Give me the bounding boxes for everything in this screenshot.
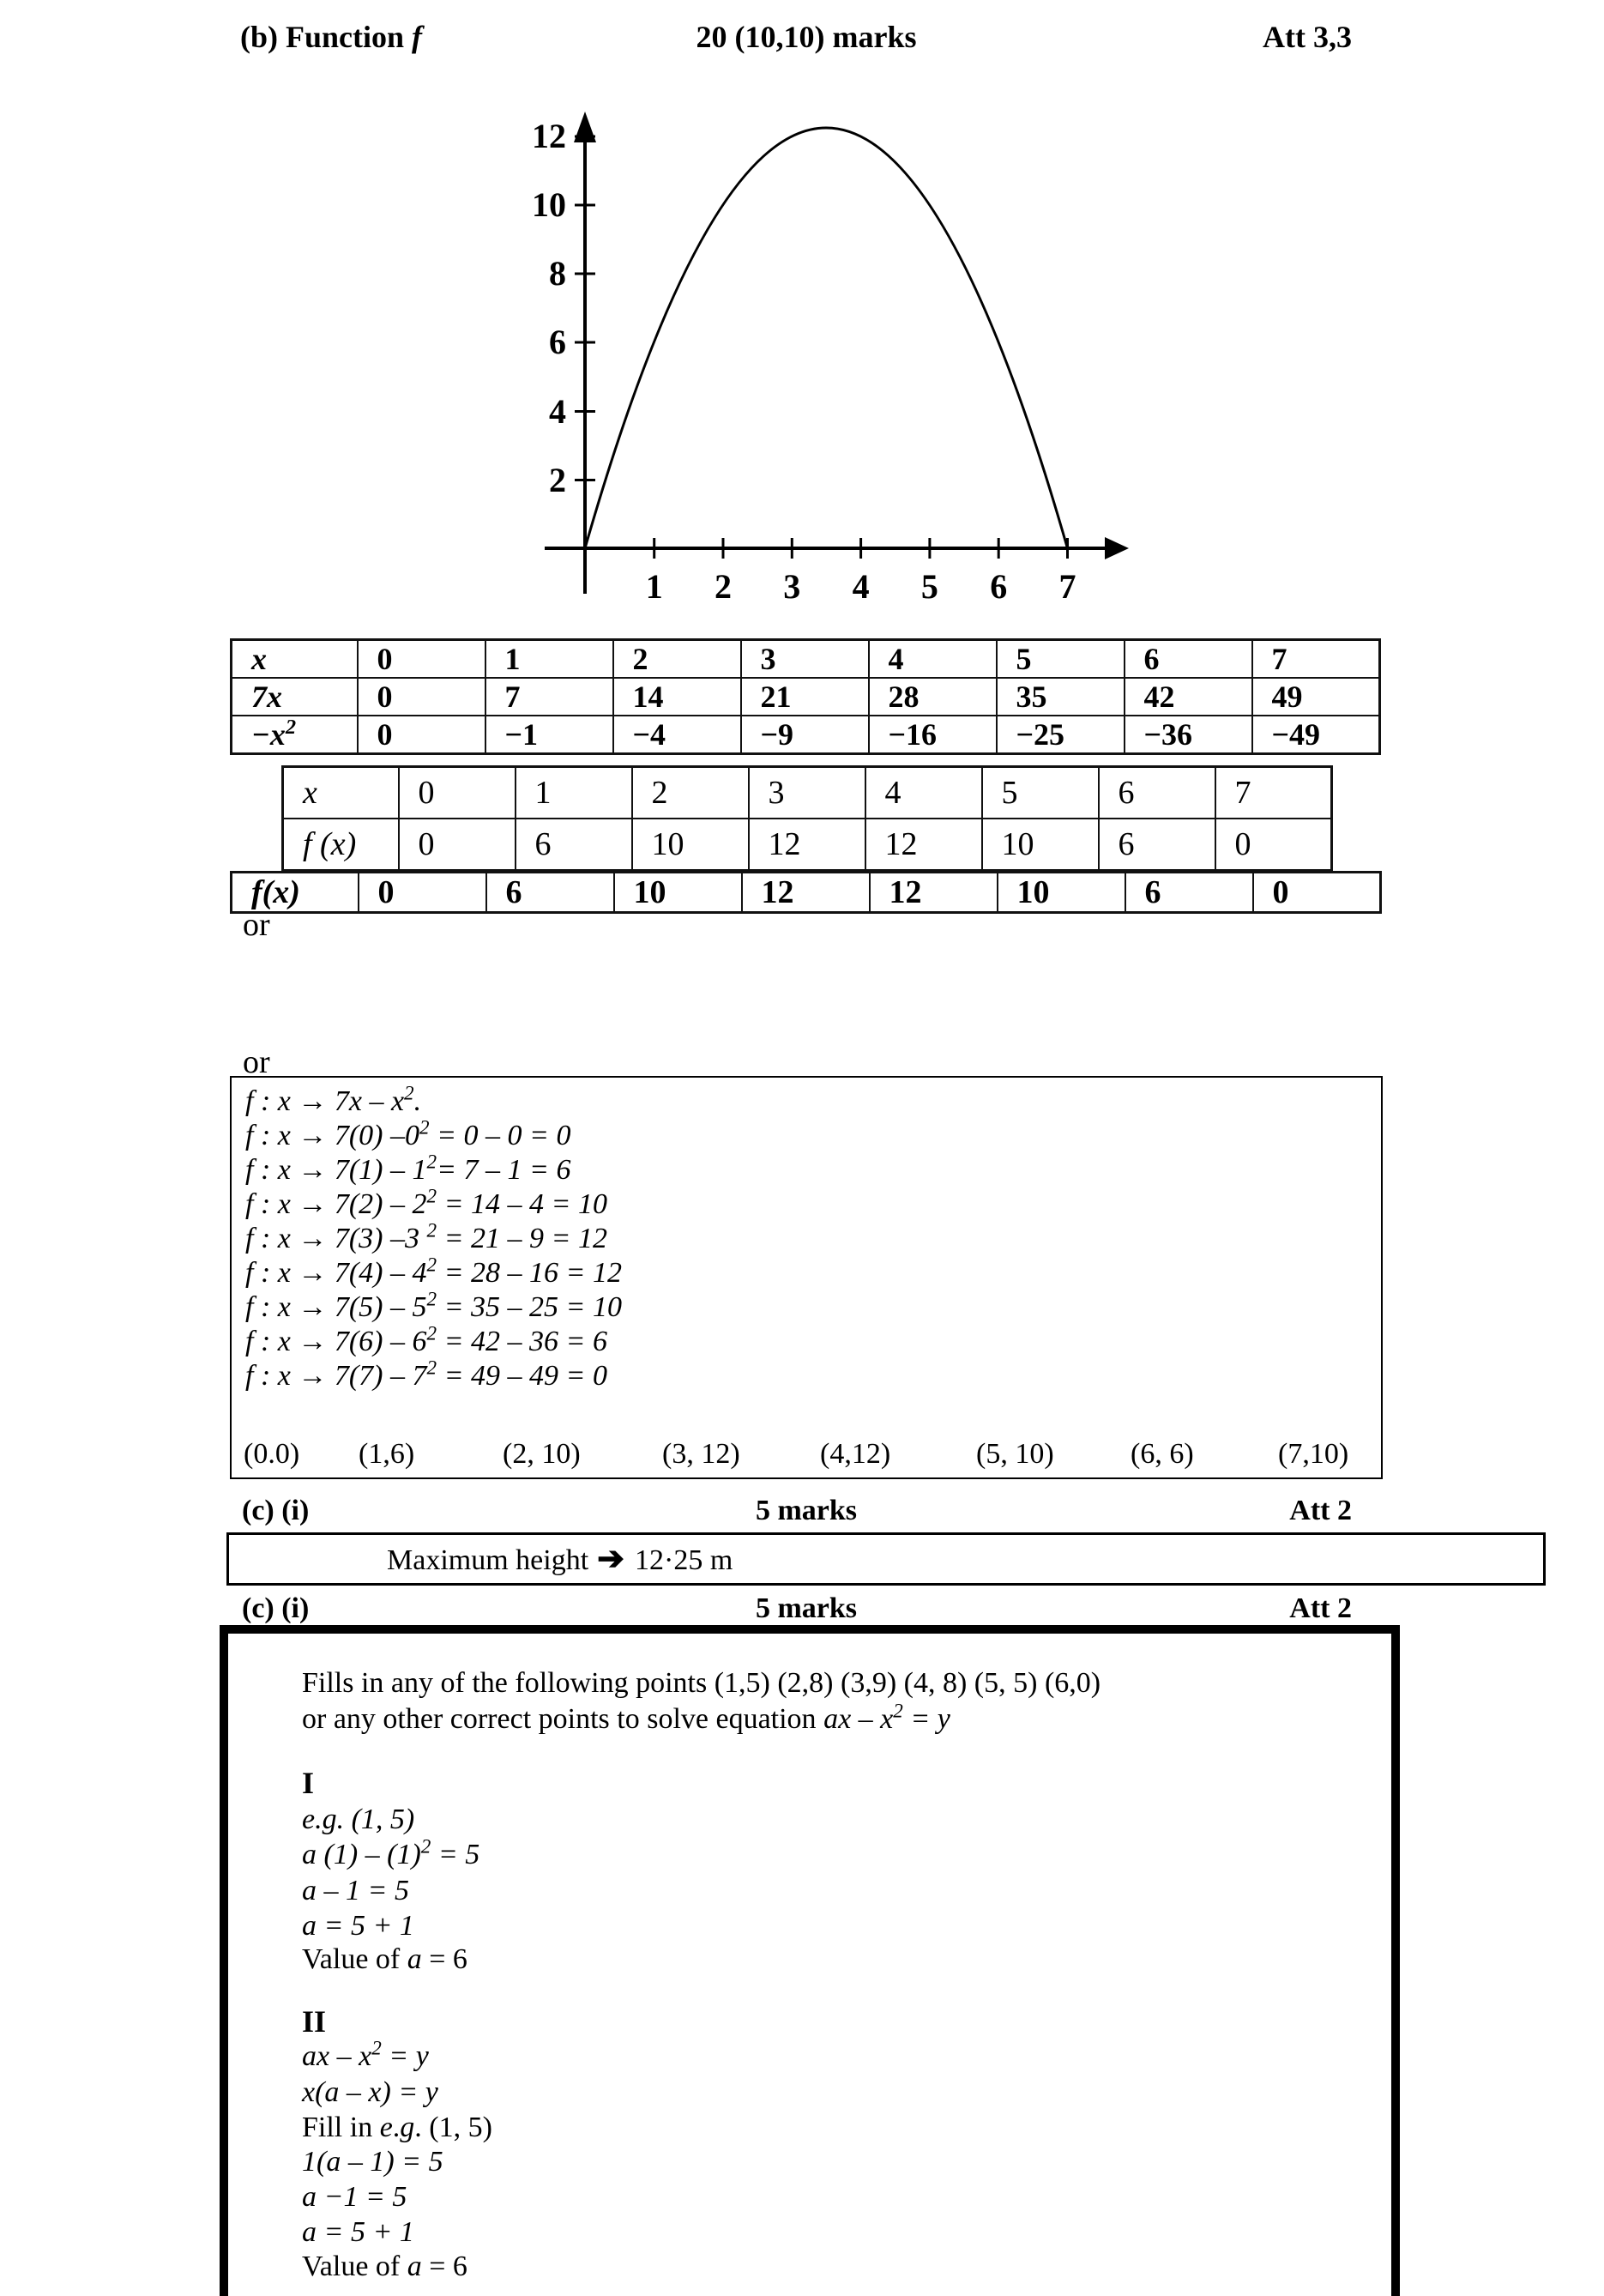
x-tick-label: 5 <box>920 567 938 606</box>
table-cell: 6 <box>1125 873 1253 913</box>
table-cell: 7 <box>485 678 613 716</box>
table-cell: 0 <box>358 678 485 716</box>
maximum-height-value: 12·25 m <box>635 1544 733 1576</box>
section-row <box>230 1495 1383 1529</box>
coordinate-point: (1,6) <box>359 1438 415 1470</box>
row-label: x <box>283 767 399 819</box>
table-cell: 0 <box>358 640 485 679</box>
section-marks: 5 marks <box>755 1592 858 1624</box>
x-tick-label: 2 <box>715 567 732 606</box>
solution-line: a $(1) - (1)^2 = 5$ <box>302 1835 480 1870</box>
y-tick-label: 2 <box>549 461 566 499</box>
coordinate-point: (7,10) <box>1278 1438 1349 1470</box>
table-row <box>232 640 1380 679</box>
marks-heading: 20 (10,10) marks <box>696 20 917 54</box>
coordinate-point: (5, 10) <box>976 1438 1054 1470</box>
coordinate-point: (0.0) <box>244 1438 300 1470</box>
table-cell: 12 <box>749 819 865 871</box>
table-cell: 42 <box>1125 678 1252 716</box>
table-cell: 0 <box>1215 819 1332 871</box>
table-cell: 3 <box>749 767 865 819</box>
table-cell: 28 <box>869 678 997 716</box>
table-cell: 6 <box>1099 819 1215 871</box>
table-row <box>232 716 1380 754</box>
table-cell: 0 <box>359 873 486 913</box>
table-cell: 14 <box>613 678 741 716</box>
coordinate-point: (3, 12) <box>662 1438 740 1470</box>
solution-line: a = 5 + 1 <box>302 2216 414 2248</box>
y-tick-label: 6 <box>549 323 566 361</box>
workings-table <box>230 638 1381 755</box>
table-cell: −25 <box>997 716 1125 754</box>
solution-intro-equation: ax – $x^2 = y$ <box>823 1700 950 1735</box>
solution-intro-line <box>302 1702 950 1737</box>
x-tick-label: 1 <box>645 567 663 606</box>
table-cell: 1 <box>485 640 613 679</box>
table-cell: 10 <box>632 819 749 871</box>
solution-line: e.g. (1, 5) <box>302 1804 415 1835</box>
table-row <box>283 767 1332 819</box>
solution-line: a −1 = 5 <box>302 2181 407 2213</box>
table-cell: 0 <box>358 716 485 754</box>
maximum-height-label: Maximum height <box>387 1544 589 1576</box>
x-tick-label: 4 <box>852 567 870 606</box>
table-row <box>232 873 1381 913</box>
table-cell: 10 <box>982 819 1099 871</box>
table-cell: −49 <box>1252 716 1380 754</box>
solution-part-heading: II <box>302 2004 327 2039</box>
table-cell: 7 <box>1215 767 1332 819</box>
function-evaluations-box <box>230 1076 1383 1479</box>
table-cell: 0 <box>399 767 516 819</box>
equation-line: f : $x \to 7(2) - 2^2 = 14 - 4 = 10$ <box>245 1185 607 1220</box>
section-marks: 5 marks <box>755 1495 858 1526</box>
table-cell: 49 <box>1252 678 1380 716</box>
section-label: (c) (i) <box>242 1592 310 1624</box>
table-cell: 10 <box>614 873 742 913</box>
equation-line: f : x → 7(0) $-0^2 = 0 - 0 = 0$ <box>245 1116 571 1151</box>
solution-line: a = 5 + 1 <box>302 1910 414 1942</box>
or-label: or <box>243 907 270 943</box>
equation-line: f : $x \to 7(4) - 4^2 = 28 - 16 = 12$ <box>245 1254 622 1289</box>
arrow-icon: ➔ <box>597 1541 624 1577</box>
table-cell: 7 <box>1252 640 1380 679</box>
row-label: $-x^2$ <box>232 716 358 754</box>
table-row <box>283 819 1332 871</box>
row-label: 7x <box>232 678 358 716</box>
section-att: Att 2 <box>1289 1495 1352 1526</box>
table-cell: −16 <box>869 716 997 754</box>
table-cell: 0 <box>399 819 516 871</box>
x-tick-label: 3 <box>783 567 801 606</box>
table-row <box>232 678 1380 716</box>
row-label: x <box>232 640 358 679</box>
solution-part-heading: I <box>302 1766 315 1800</box>
table-cell: −36 <box>1125 716 1252 754</box>
section-label: (c) (i) <box>242 1495 310 1526</box>
solution-line: ax – $x^2 = y$ <box>302 2037 429 2072</box>
table-cell: 12 <box>870 873 998 913</box>
parabola-curve <box>585 128 1068 548</box>
question-title-text: (b) Function <box>240 20 413 54</box>
table-cell: 2 <box>632 767 749 819</box>
x-tick-label: 6 <box>990 567 1008 606</box>
solution-line: Value of a = 6 <box>302 2251 467 2282</box>
coordinate-points-row <box>244 1438 1376 1471</box>
coordinate-point: (4,12) <box>820 1438 891 1470</box>
coordinate-point: (2, 10) <box>503 1438 581 1470</box>
table-cell: 10 <box>998 873 1125 913</box>
table-cell: −9 <box>741 716 869 754</box>
section-att: Att 2 <box>1289 1592 1352 1624</box>
equation-line: f : $x \to 7x - x^2$. <box>245 1082 422 1117</box>
equation-line: f : $x \to 7(7) - 7^2 = 49 - 49 = 0$ <box>245 1356 607 1392</box>
table-cell: 2 <box>613 640 741 679</box>
table-cell: 3 <box>741 640 869 679</box>
fx-row-table <box>230 871 1382 914</box>
y-tick-label: 10 <box>532 185 566 224</box>
maximum-height-box <box>226 1532 1546 1586</box>
table-cell: 12 <box>865 819 982 871</box>
table-cell: 0 <box>1253 873 1381 913</box>
parabola-graph <box>0 0 1604 652</box>
table-cell: −1 <box>485 716 613 754</box>
table-cell: 6 <box>1125 640 1252 679</box>
function-letter: f <box>412 20 423 54</box>
solution-intro-text: or any other correct points to solve equation <box>302 1703 824 1735</box>
y-axis-arrow <box>574 112 596 142</box>
solution-line: a – 1 = 5 <box>302 1875 409 1906</box>
y-tick-label: 4 <box>549 392 566 431</box>
equation-line: f : x → 7(3) –3 $^2$ = 21 – 9 = 12 <box>245 1219 607 1254</box>
table-cell: 4 <box>865 767 982 819</box>
fx-table <box>281 765 1333 872</box>
section-row <box>230 1592 1383 1627</box>
table-cell: 6 <box>516 819 632 871</box>
solution-line: Fill in e.g. (1, 5) <box>302 2112 492 2143</box>
solution-line: Value of a = 6 <box>302 1943 467 1975</box>
equation-line: f : $x \to 7(1) - 1^2= 7 - 1 = 6$ <box>245 1151 571 1186</box>
row-label: f (x) <box>283 819 399 871</box>
solution-line: 1(a – 1) = 5 <box>302 2146 443 2178</box>
table-cell: −4 <box>613 716 741 754</box>
table-cell: 6 <box>1099 767 1215 819</box>
equation-line: f : $x \to 7(6) - 6^2 = 42 - 36 = 6$ <box>245 1322 607 1357</box>
y-tick-label: 8 <box>549 254 566 293</box>
coordinate-point: (6, 6) <box>1131 1438 1194 1470</box>
row-label: f(x) <box>232 873 359 913</box>
table-cell: 35 <box>997 678 1125 716</box>
x-axis-arrow <box>1105 537 1129 559</box>
attempt-heading: Att 3,3 <box>1263 20 1352 54</box>
table-cell: 6 <box>486 873 614 913</box>
solution-intro-line: Fills in any of the following points (1,5) (2,8) (3,9) (4, 8) (5, 5) (6,0) <box>302 1667 1101 1699</box>
equation-line: f : $x \to 7(5) - 5^2 = 35 - 25 = 10$ <box>245 1288 622 1323</box>
y-tick-label: 12 <box>532 117 566 155</box>
table-cell: 5 <box>997 640 1125 679</box>
table-cell: 5 <box>982 767 1099 819</box>
x-tick-label: 7 <box>1058 567 1076 606</box>
or-label: or <box>243 1044 270 1080</box>
table-cell: 12 <box>742 873 870 913</box>
solution-line: x(a – x) = y <box>302 2076 438 2108</box>
table-cell: 4 <box>869 640 997 679</box>
table-cell: 21 <box>741 678 869 716</box>
table-cell: 1 <box>516 767 632 819</box>
